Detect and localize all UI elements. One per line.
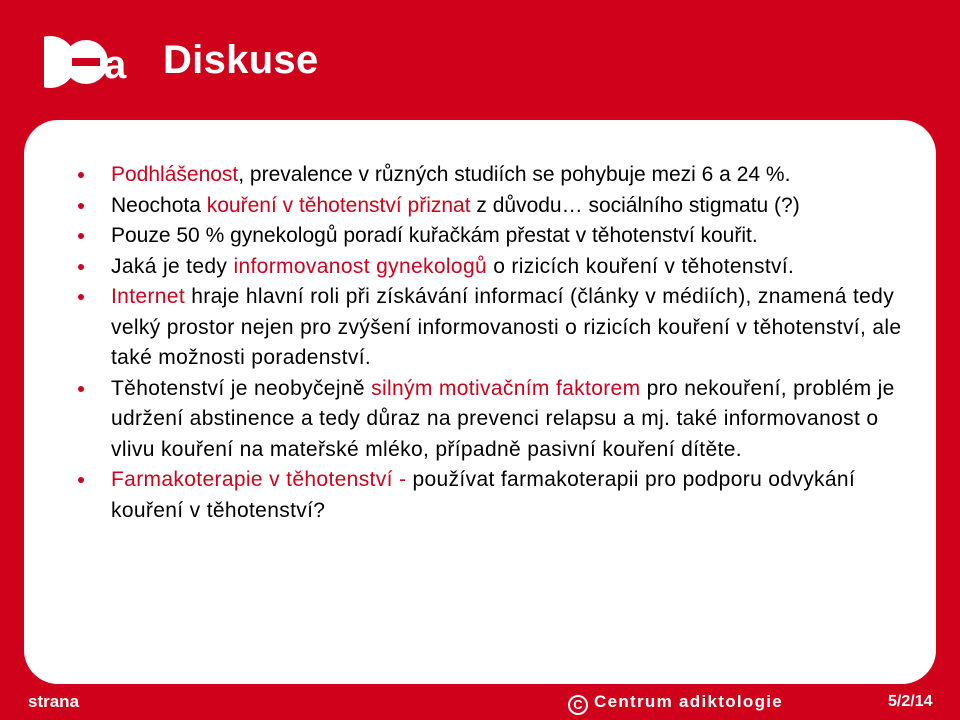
slide-title: Diskuse [163,38,319,82]
bullet-item [76,221,906,252]
footer-brand-text: Centrum adiktologie [594,692,784,711]
highlighted-text: Farmakoterapie v těhotenství - [111,468,407,491]
bullet-item [76,465,906,526]
bullet-dot-icon [78,203,84,209]
bullet-text: používat farmakoterapii pro podporu odvykání kouření v těhotenství? [111,468,856,522]
highlighted-text: silným motivačním faktorem [371,376,641,400]
footer-date: 5/2/14 [888,693,933,710]
footer-brand [568,690,783,715]
bullet-text: Těhotenství je neobyčejně [111,376,372,400]
bullet-item [76,191,906,222]
highlighted-text: kouření v těhotenství přiznat [206,193,471,217]
bullet-text: hraje hlavní roli při získávání informací (články v médiích), znamená tedy velký prostor nejen pro zvýšení informovanosti o rizicích kouření v těhotenství, ale také možnosti poradenství. [111,285,902,369]
bullet-item [76,374,906,466]
svg-text:a: a [104,43,127,87]
bullet-dot-icon [78,172,84,178]
highlighted-text: Podhlášenost [111,163,239,186]
bullet-dot-icon [78,233,84,239]
bullet-list [76,160,906,526]
bullet-dot-icon [78,294,84,300]
bullet-text: pro nekouření, problém je udržení abstinence a tedy důraz na prevenci relapsu a mj. také informovanost o vlivu kouření na mateřské mléko, případně pasivní kouření dítěte. [111,376,895,461]
bullet-text: Neochota [111,193,207,217]
bullet-item [76,252,906,283]
centrum-adiktologie-logo [24,34,132,90]
bullet-text: Jaká je tedy [111,254,234,278]
bullet-text: , prevalence v různých studiích se pohybuje mezi 6 a 24 %. [238,163,791,186]
bullet-text: z důvodu… sociálního stigmatu (?) [470,193,800,217]
highlighted-text: Internet [111,285,186,308]
bullet-dot-icon [78,264,84,270]
bullet-text: Pouze 50 % gynekologů poradí kuřačkám přestat v těhotenství kouřit. [111,224,758,247]
bullet-text: o rizicích kouření v těhotenství. [487,254,795,278]
highlighted-text: informovanost gynekologů [233,254,488,278]
bullet-item [76,160,906,191]
footer-page-label: strana [28,692,80,711]
bullet-dot-icon [78,386,84,392]
bullet-dot-icon [78,477,84,483]
copyright-icon: C [568,695,588,715]
bullet-item [76,282,906,374]
